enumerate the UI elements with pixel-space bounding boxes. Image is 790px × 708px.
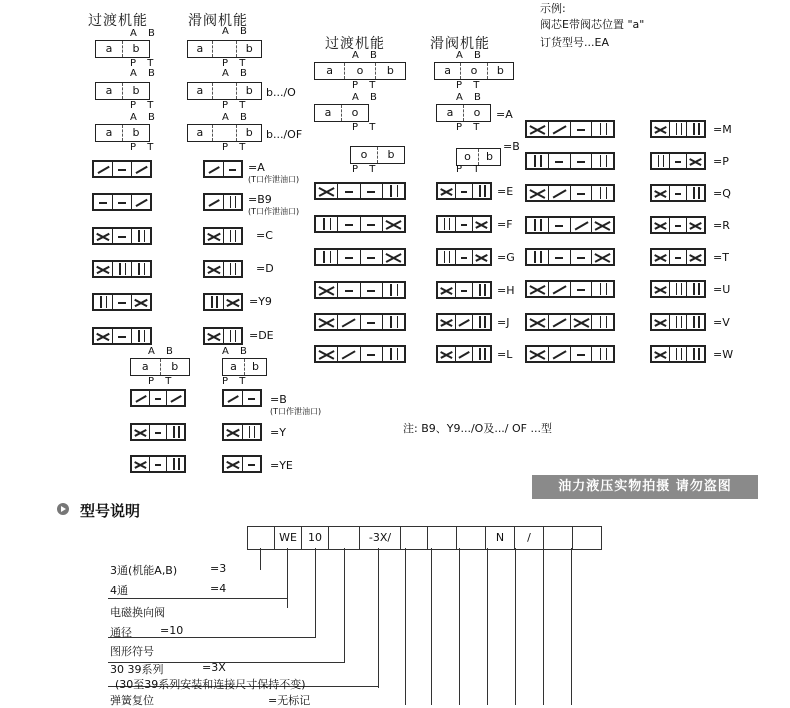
port-ab-label: A B (130, 112, 159, 123)
code-label: =C (256, 229, 273, 242)
spool-symbol (314, 313, 406, 331)
spool-symbol (436, 281, 492, 299)
legend-row: 30 39系列 =3X (110, 661, 226, 676)
leader-line (571, 548, 572, 705)
spool-symbol (222, 423, 262, 441)
code-cell (329, 527, 360, 549)
port-ab-label: A B (456, 92, 485, 103)
code-cell: N (486, 527, 515, 549)
code-label: =DE (249, 329, 274, 342)
spool-symbol (525, 345, 615, 363)
code-cell: / (515, 527, 544, 549)
spool-symbol (130, 423, 186, 441)
port-pt-label: P T (456, 122, 484, 133)
code-label: =B (503, 140, 520, 153)
mid-transition-header: 过渡机能 (325, 36, 385, 52)
spool-box: a b (187, 124, 262, 142)
valve-box-ob: o b (350, 146, 405, 164)
code-label: =P (713, 155, 729, 168)
code-cell (248, 527, 275, 549)
leader-line (459, 548, 460, 705)
watermark-banner: 油力液压实物拍摄 请勿盗图 (532, 475, 758, 499)
port-pt-label: P T (148, 376, 176, 387)
code-label: =R (713, 219, 730, 232)
legend-row: (30至39系列安装和连接尺寸保持不变) (115, 678, 306, 691)
port-ab-label: A B (352, 92, 381, 103)
legend-row: 通径 =10 (110, 624, 184, 639)
valve-box-ab: a b (95, 40, 150, 58)
leader-line (378, 548, 379, 688)
spool-symbol (314, 215, 406, 233)
code-note: (T口作泄油口) (248, 207, 300, 216)
spool-symbol (92, 260, 152, 278)
code-cell (573, 527, 601, 549)
code-label: =M (713, 123, 732, 136)
port-ab-label: A B (148, 346, 177, 357)
spool-symbol (525, 152, 615, 170)
port-pt-label: P T (456, 164, 484, 175)
port-ab-label: A B (130, 68, 159, 79)
code-cell (401, 527, 428, 549)
spool-symbol (222, 389, 262, 407)
example-title: 示例: (540, 2, 566, 15)
code-label: =W (713, 348, 734, 361)
spool-symbol (650, 248, 706, 266)
spool-symbol (203, 293, 243, 311)
spool-label: b.../OF (266, 128, 303, 141)
spool-symbol (92, 193, 152, 211)
spool-symbol (436, 182, 492, 200)
section-title: 型号说明 (80, 502, 141, 520)
spool-symbol (525, 120, 615, 138)
port-pt-label: P T (456, 80, 484, 91)
code-label: =Y (270, 426, 286, 439)
left-spool-header: 滑阀机能 (188, 13, 248, 29)
port-pt-label: P T (222, 58, 250, 69)
code-label: =F (497, 218, 513, 231)
port-pt-label: P T (130, 100, 158, 111)
code-label: =A (496, 108, 513, 121)
spool-symbol (525, 280, 615, 298)
valve-box-ao: a o (314, 104, 369, 122)
leader-line (515, 548, 516, 705)
legend-row: 图形符号 (110, 645, 154, 658)
spool-symbol (92, 160, 152, 178)
valve-box-3pos: a o b (314, 62, 406, 80)
port-pt-label: P T (130, 58, 158, 69)
code-label: =Q (713, 187, 731, 200)
leader-line (108, 637, 316, 638)
port-ab-label: A B (222, 346, 251, 357)
leader-line (405, 548, 406, 705)
spool-label: b.../O (266, 86, 296, 99)
port-pt-label: P T (130, 142, 158, 153)
code-note: (T口作泄油口) (248, 175, 300, 184)
port-pt-label: P T (352, 164, 380, 175)
spool-symbol (436, 215, 492, 233)
code-label: =U (713, 283, 731, 296)
leader-line (431, 548, 432, 705)
port-ab-label: A B (222, 68, 251, 79)
spool-box-3pos: a o b (434, 62, 514, 80)
code-cell (457, 527, 486, 549)
spool-box-ao: a o (436, 104, 491, 122)
code-label: =Y9 (249, 295, 272, 308)
legend-row: 弹簧复位 =无标记 (110, 694, 311, 707)
spool-symbol (650, 184, 706, 202)
example-line2: 阀芯E带阀芯位置 "a" (540, 18, 645, 31)
spool-symbol (525, 248, 615, 266)
spool-symbol (650, 280, 706, 298)
code-label: =J (497, 316, 510, 329)
code-label: =H (497, 284, 515, 297)
spool-box-ob: o b (456, 148, 501, 166)
spool-symbol (314, 248, 406, 266)
spool-symbol (525, 216, 615, 234)
spool-symbol (203, 160, 243, 178)
spool-symbol (203, 260, 243, 278)
spool-symbol (650, 313, 706, 331)
spool-symbol (525, 313, 615, 331)
spool-symbol (92, 327, 152, 345)
code-label: =D (256, 262, 274, 275)
spool-box: a b (187, 82, 262, 100)
code-label: =B (270, 393, 287, 406)
footnote: 注: B9、Y9.../O及.../ OF ...型 (403, 422, 552, 435)
left-transition-header: 过渡机能 (88, 13, 148, 29)
spool-symbol (92, 293, 152, 311)
spool-symbol (222, 455, 262, 473)
valve-box-ab: a b (95, 124, 150, 142)
spool-symbol (203, 327, 243, 345)
port-ab-label: A B (456, 50, 485, 61)
spool-symbol (203, 227, 243, 245)
model-code-bar (247, 526, 602, 550)
spool-symbol (436, 248, 492, 266)
spool-symbol (314, 281, 406, 299)
leader-line (315, 548, 316, 638)
leader-line (260, 548, 261, 570)
code-cell (544, 527, 573, 549)
legend-row: 4通 =4 (110, 582, 227, 597)
leader-line (287, 548, 288, 608)
example-line3: 订货型号...EA (540, 36, 609, 49)
spool-symbol (650, 345, 706, 363)
spool-symbol (92, 227, 152, 245)
spool-box: a b (187, 40, 262, 58)
spool-symbol (314, 345, 406, 363)
code-label: =T (713, 251, 729, 264)
leader-line (487, 548, 488, 705)
port-pt-label: P T (352, 80, 380, 91)
code-label: =G (497, 251, 515, 264)
code-cell (428, 527, 457, 549)
code-label: =YE (270, 459, 293, 472)
spool-box: a b (222, 358, 267, 376)
spool-symbol (130, 389, 186, 407)
spool-symbol (203, 193, 243, 211)
port-pt-label: P T (222, 142, 250, 153)
spool-symbol (314, 182, 406, 200)
spool-symbol (130, 455, 186, 473)
valve-box-ab: a b (95, 82, 150, 100)
code-label: =B9 (248, 193, 272, 206)
code-label: =V (713, 316, 730, 329)
port-ab-label: A B (130, 28, 159, 39)
spool-symbol (436, 345, 492, 363)
code-cell: WE (275, 527, 302, 549)
mid-spool-header: 滑阀机能 (430, 36, 490, 52)
port-pt-label: P T (222, 100, 250, 111)
port-ab-label: A B (222, 112, 251, 123)
code-cell: -3X/ (360, 527, 401, 549)
code-label: =L (497, 348, 513, 361)
code-label: =E (497, 185, 514, 198)
spool-symbol (650, 120, 706, 138)
code-note: (T口作泄油口) (270, 407, 322, 416)
spool-symbol (650, 152, 706, 170)
leader-line (344, 548, 345, 663)
leader-line (543, 548, 544, 705)
port-ab-label: A B (352, 50, 381, 61)
spool-symbol (436, 313, 492, 331)
legend-row: 电磁换向阀 (110, 606, 165, 619)
leader-line (108, 598, 288, 599)
valve-box-ab: a b (130, 358, 190, 376)
spool-symbol (650, 216, 706, 234)
legend-row: 3通(机能A,B) =3 (110, 562, 227, 577)
port-ab-label: A B (222, 26, 251, 37)
spool-symbol (525, 184, 615, 202)
code-cell: 10 (302, 527, 329, 549)
bullet-icon (57, 503, 69, 515)
port-pt-label: P T (352, 122, 380, 133)
code-label: =A (248, 161, 265, 174)
port-pt-label: P T (222, 376, 250, 387)
